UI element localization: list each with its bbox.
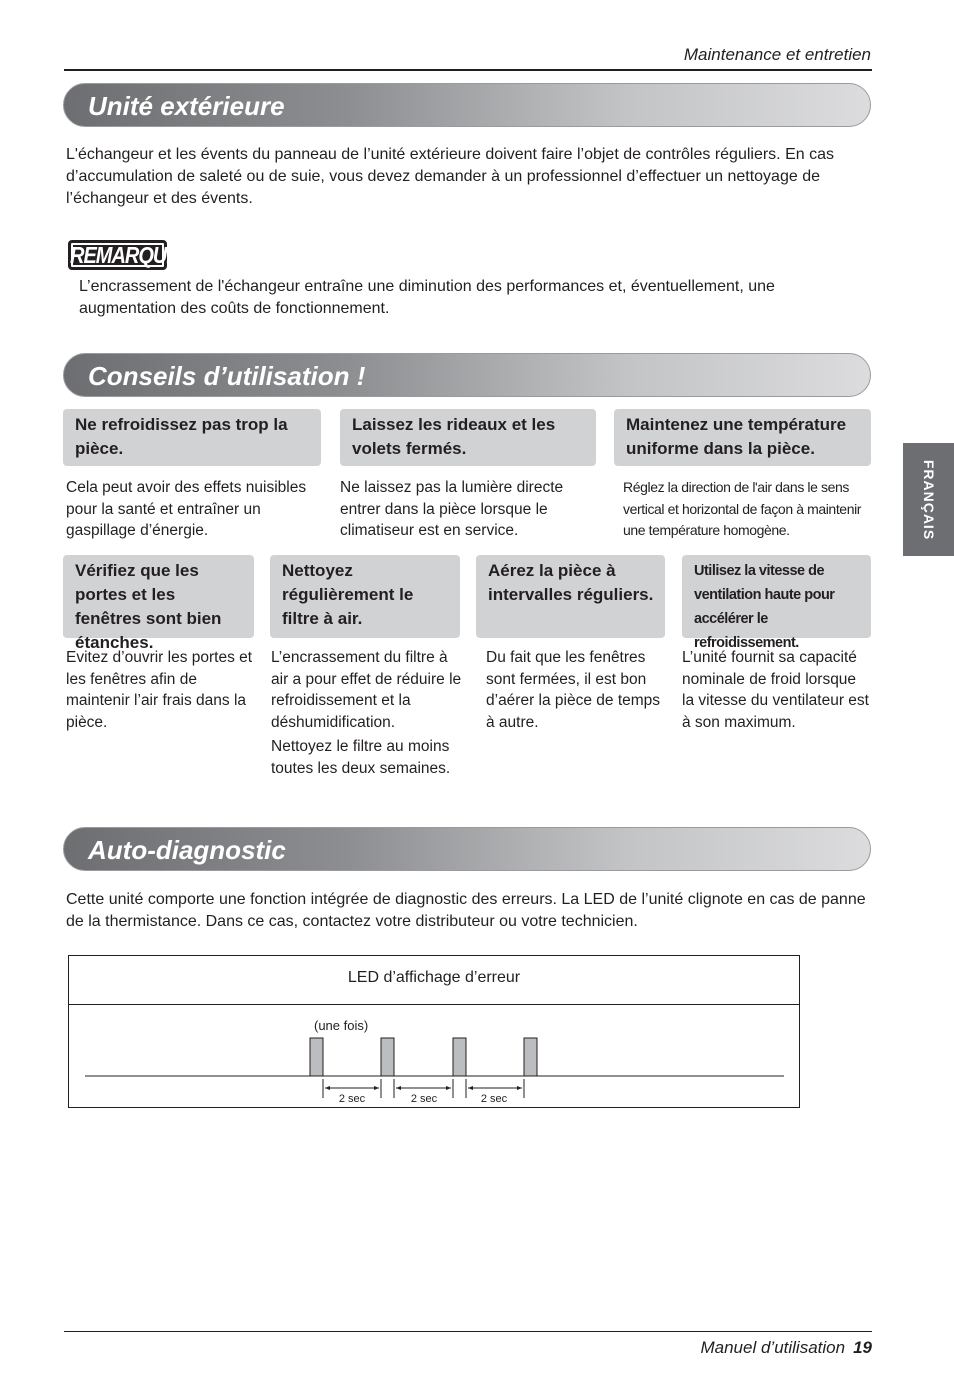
tip-heading-3: Maintenez une température uniforme dans la pièce. [614,409,871,466]
note-badge-label: REMARQUE [70,243,179,269]
language-tab-label: FRANÇAIS [920,459,937,540]
note-badge [68,240,179,270]
note-paragraph: L’encrassement de l'échangeur entraîne une diminution des performances et, éventuellement, une augmentation des coûts de fonctionnement. [79,278,775,317]
tip-heading-6: Aérez la pièce à intervalles réguliers. [476,555,665,638]
section-title-diagnostic: Auto-diagnostic [88,835,286,865]
running-header: Maintenance et entretien [683,45,871,64]
led-error-table [68,955,800,1108]
interval-label-1: 2 sec [338,1093,366,1105]
led-pulse-2 [381,1038,394,1076]
language-tab [903,443,954,556]
section-bar-diagnostic [63,827,871,871]
led-table-header-label: LED d’affichage d’erreur [347,969,521,986]
interval-label-2: 2 sec [410,1093,438,1105]
led-table-header [69,956,799,1005]
tip-heading-4: Vérifiez que les portes et les fenêtres sont bien étanches. [63,555,254,638]
tip-heading-7: Utilisez la vitesse de ventilation haute pour accélérer le refroidissement. [682,555,871,638]
tip-text-5b: Nettoyez le filtre au moins toutes les deux semaines. [271,738,451,777]
section-bar-tips [63,353,871,397]
interval-label-3: 2 sec [480,1093,508,1105]
once-label: (une fois) [314,1018,369,1033]
tip-text-5: L’encrassement du filtre à air a pour effet de réduire le refroidissement et la déshumidification. [271,649,462,731]
tip-text-7: L’unité fournit sa capacité nominale de froid lorsque la vitesse du ventilateur est à son maximum. [682,649,869,731]
tip-heading-1: Ne refroidissez pas trop la pièce. [63,409,321,466]
led-pulse-3 [453,1038,466,1076]
section-bar-outdoor [63,83,871,127]
diagnostic-paragraph: Cette unité comporte une fonction intégrée de diagnostic des erreurs. La LED de l’unité clignote en cas de panne de la thermistance. Dans ce cas, contactez votre distributeur ou votre technicien. [66,891,866,930]
footer-rule [64,1331,872,1332]
header-rule [64,69,872,71]
section-title-tips: Conseils d’utilisation ! [88,361,366,391]
tip-heading-5: Nettoyez régulièrement le filtre à air. [270,555,460,638]
page-number: 19 [853,1338,872,1357]
footer [700,1338,872,1358]
tip-text-4: Evitez d’ouvrir les portes et les fenêtres afin de maintenir l’air frais dans la pièce. [66,649,253,731]
led-pulse-4 [524,1038,537,1076]
outdoor-paragraph: L'échangeur et les évents du panneau de l’unité extérieure doivent faire l’objet de contrôles réguliers. En cas d’accumulation de saleté ou de suie, vous devez demander à un professionnel d’effectuer un nettoyage de l’échangeur et des évents. [66,146,834,207]
led-blink-diagram [69,1005,799,1107]
tip-text-1: Cela peut avoir des effets nuisibles pour la santé et entraîner un gaspillage d’énergie. [66,479,307,539]
section-title-outdoor: Unité extérieure [88,91,285,121]
tip-text-3: Réglez la direction de l'air dans le sens vertical et horizontal de façon à maintenir une température homogène. [623,479,862,538]
tip-heading-2: Laissez les rideaux et les volets fermés. [340,409,596,466]
footer-title: Manuel d’utilisation [700,1338,846,1357]
tip-text-2: Ne laissez pas la lumière directe entrer dans la pièce lorsque le climatiseur est en service. [340,479,564,539]
led-pulse-1 [310,1038,323,1076]
tip-text-6: Du fait que les fenêtres sont fermées, il est bon d’aérer la pièce de temps à autre. [486,649,661,731]
